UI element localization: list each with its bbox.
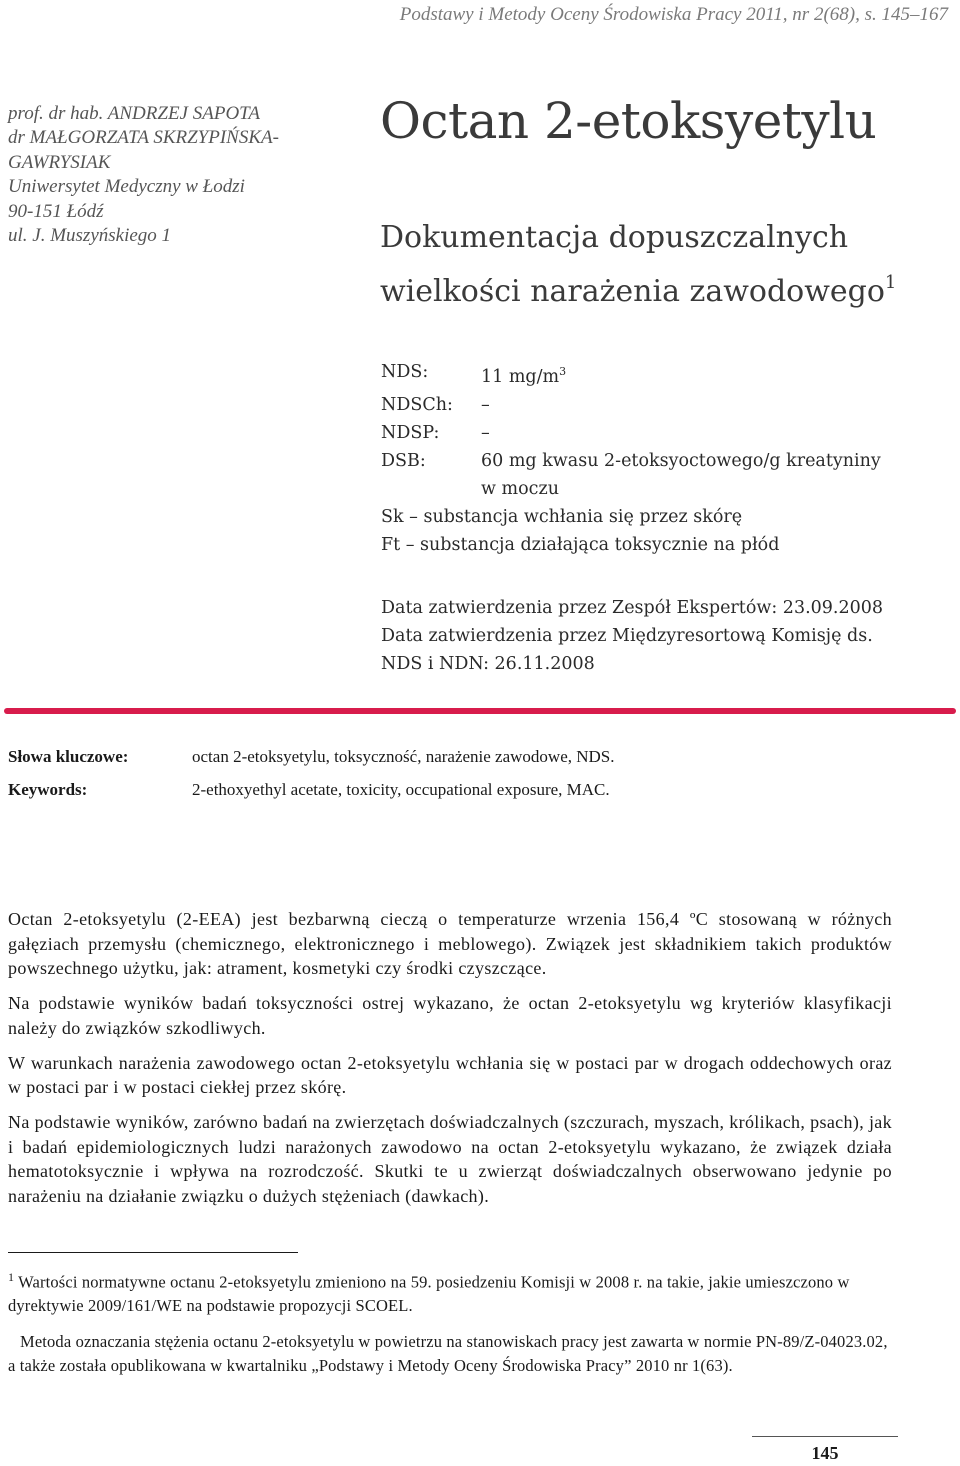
limit-label: NDSP: — [381, 422, 440, 443]
exposure-limits — [381, 358, 951, 559]
limit-value: 60 mg kwasu 2-etoksyoctowego/g kreatyniny — [481, 450, 881, 471]
running-head: Podstawy i Metody Oceny Środowiska Pracy 2011, nr 2(68), s. 145–167 — [399, 4, 948, 25]
keywords-label: Keywords: — [8, 780, 88, 799]
fetotoxic-notation: Ft – substancja działająca toksycznie na płód — [381, 534, 780, 555]
subtitle-line — [380, 261, 950, 315]
footnote-1 — [8, 1266, 894, 1318]
body-paragraph: Na podstawie wyników, zarówno badań na zwierzętach doświadczalnych (szczurach, myszach, królikach, psach), jak i badań epidemiologicznych ludzi narażonych zawodowo na octan 2-etoksyetylu wykazano, że związek działa hematotoksycznie i wpływa na rozrodczość. Skutki te u zwierząt doświadczalnych obserwowano jedynie po narażeniu na działanie związku o dużych stężeniach (dawkach). — [8, 1111, 892, 1207]
footnote-2: Metoda oznaczania stężenia octanu 2-etoksyetylu w powietrzu na stanowiskach pracy jest zawarta w normie PN-89/Z-04023.02, a także została opublikowana w kwartalniku „Podstawy i Metody Oceny Środowiska Pracy” 2010 nr 1(63). — [8, 1331, 888, 1375]
subtitle-line-text: wielkości narażenia zawodowego — [380, 274, 885, 309]
page-number: 145 — [811, 1443, 839, 1463]
limit-value-continued: w moczu — [481, 478, 559, 499]
author-line: GAWRYSIAK — [8, 151, 111, 173]
document-subtitle — [380, 214, 950, 315]
limit-value-text: 11 mg/m — [481, 366, 560, 387]
affiliation-line: 90-151 Łódź — [8, 200, 104, 222]
approval-date-line: Data zatwierdzenia przez Zespół Ekspertów: 23.09.2008 — [381, 598, 884, 618]
page-number-rule — [752, 1436, 898, 1437]
section-divider — [4, 708, 956, 714]
footnote-rule — [8, 1252, 298, 1253]
limit-dsb — [381, 447, 951, 475]
keywords-value: 2-ethoxyethyl acetate, toxicity, occupational exposure, MAC. — [192, 780, 610, 799]
limit-value: – — [481, 394, 490, 415]
author-line: dr MAŁGORZATA SKRZYPIŃSKA- — [8, 127, 279, 149]
approval-date-line: NDS i NDN: 26.11.2008 — [381, 654, 595, 674]
body-paragraph: Na podstawie wyników badań toksyczności ostrej wykazano, że octan 2-etoksyetylu wg kryteriów klasyfikacji należy do związków szkodliwych. — [8, 993, 892, 1038]
limit-label: DSB: — [381, 450, 426, 471]
keywords-en — [8, 780, 948, 813]
author-block — [8, 102, 368, 248]
limit-ndsp — [381, 419, 951, 447]
footnote-marker: 1 — [8, 1270, 15, 1284]
body-paragraph: W warunkach narażenia zawodowego octan 2-etoksyetylu wchłania się w postaci par w drogach oddechowych oraz w postaci par i w postaci ciekłej przez skórę. — [8, 1052, 892, 1098]
approval-dates — [381, 594, 956, 678]
keywords-pl — [8, 747, 948, 780]
affiliation-line: ul. J. Muszyńskiego 1 — [8, 225, 172, 247]
approval-date-line: Data zatwierdzenia przez Międzyresortową Komisję ds. — [381, 626, 873, 646]
skin-notation: Sk – substancja wchłania się przez skórę — [381, 506, 743, 527]
limit-nds — [381, 358, 951, 391]
limit-value — [481, 358, 566, 391]
keywords-label: Słowa kluczowe: — [8, 747, 129, 766]
footnote-text: Wartości normatywne octanu 2-etoksyetylu zmieniono na 59. posiedzeniu Komisji w 2008 r. na takie, jakie umieszczono w dyrektywie 2009/161/WE na podstawie propozycji SCOEL. — [8, 1272, 850, 1316]
footnote-marker[interactable]: 1 — [884, 272, 897, 293]
limit-label: NDSCh: — [381, 394, 453, 415]
body-paragraph: Octan 2-etoksyetylu (2-EEA) jest bezbarwną cieczą o temperaturze wrzenia 156,4 ºC stosowaną w różnych gałęziach przemysłu (chemicznego, elektronicznego i meblowego). Związek jest składnikiem takich produktów powszechnego użytku, jak: atrament, kosmetyki czy środki czyszczące. — [8, 909, 892, 979]
document-title: Octan 2-etoksyetylu — [380, 92, 877, 150]
author-line: prof. dr hab. ANDRZEJ SAPOTA — [8, 103, 260, 124]
abstract-body — [8, 907, 892, 1219]
limit-value: – — [481, 422, 490, 443]
affiliation-line: Uniwersytet Medyczny w Łodzi — [8, 176, 245, 198]
unit-exponent: 3 — [559, 365, 567, 378]
keywords-value: octan 2-etoksyetylu, toksyczność, narażenie zawodowe, NDS. — [192, 747, 615, 766]
keywords-block — [8, 747, 948, 813]
limit-label: NDS: — [381, 362, 429, 382]
limit-ndsch — [381, 391, 951, 419]
subtitle-line: Dokumentacja dopuszczalnych — [380, 220, 849, 255]
footnotes — [8, 1266, 894, 1389]
